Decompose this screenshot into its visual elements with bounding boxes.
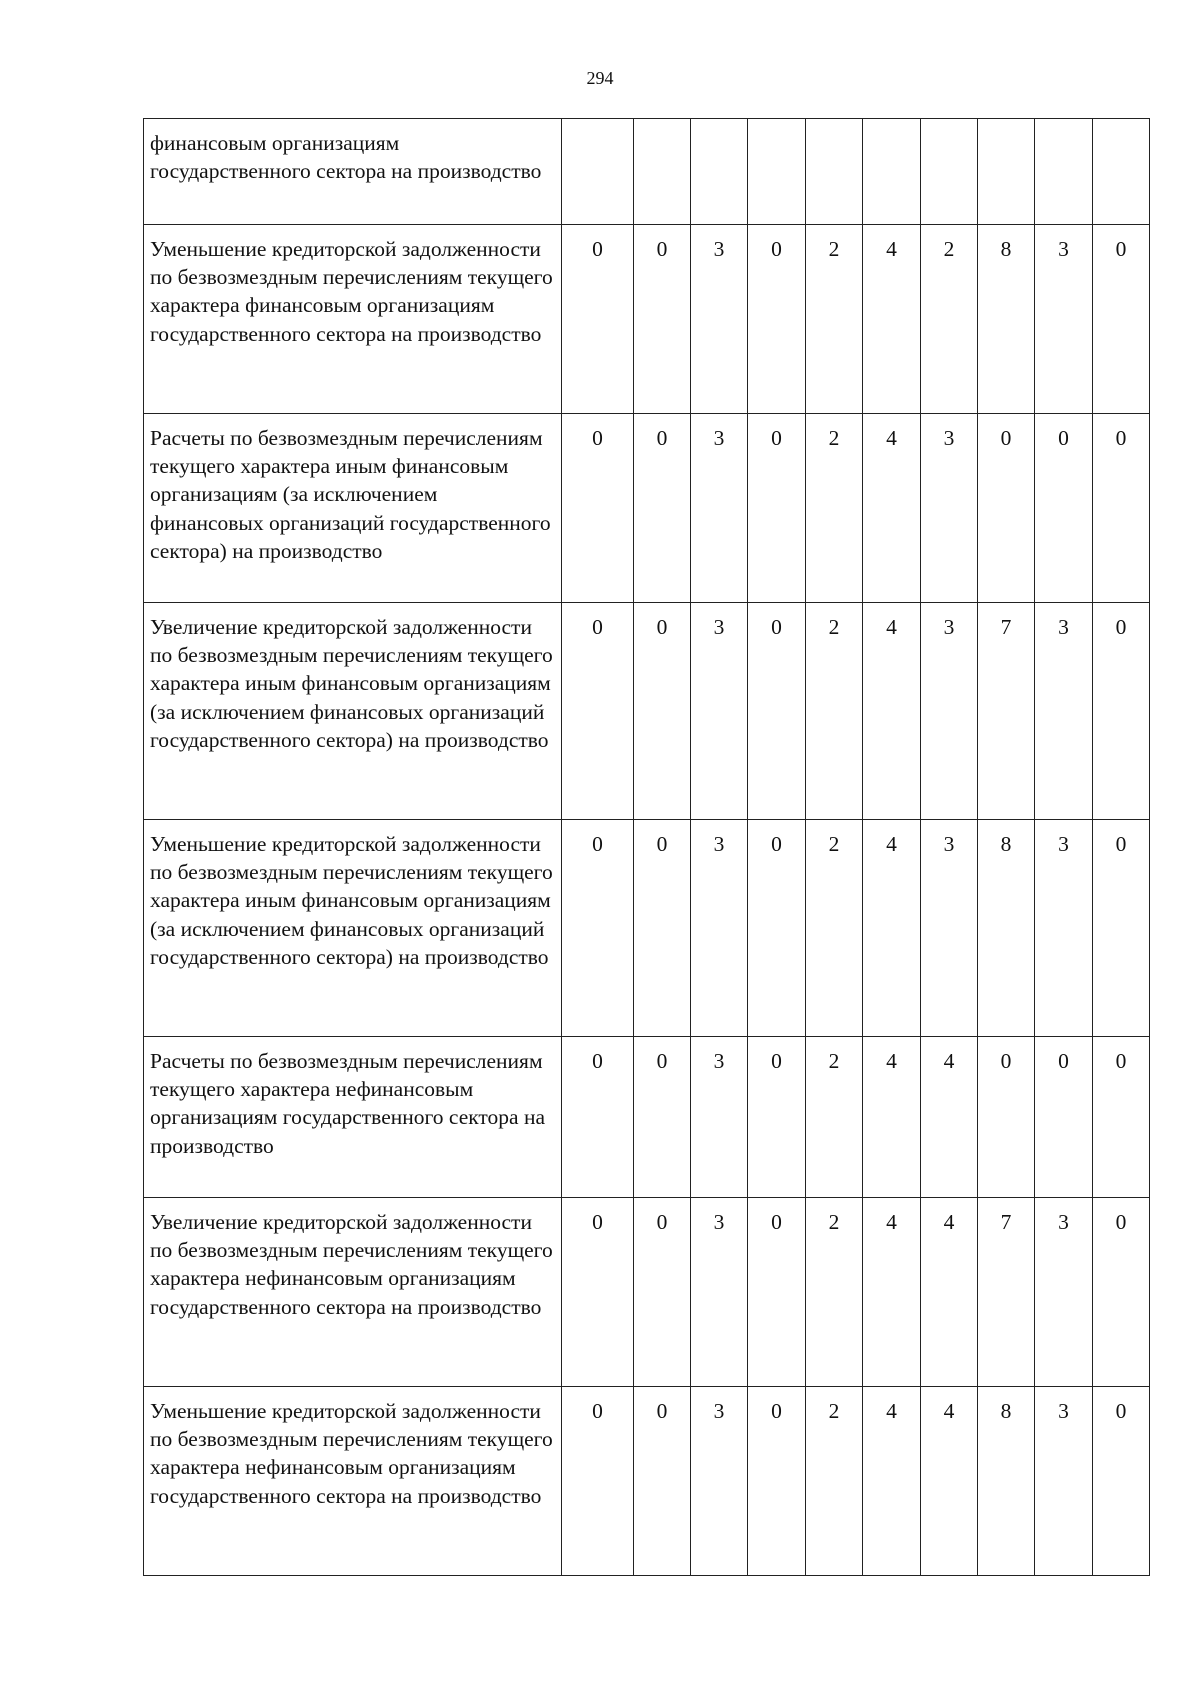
- code-digit-9: 3: [1035, 1387, 1093, 1576]
- code-digit-5: 2: [806, 820, 863, 1037]
- code-digit-2: 0: [634, 820, 691, 1037]
- classification-table: [143, 118, 1150, 1576]
- code-digit-3: 3: [691, 225, 748, 414]
- code-digit-10: [1093, 119, 1150, 225]
- code-digit-4: 0: [748, 1198, 806, 1387]
- code-digit-10: 0: [1093, 1198, 1150, 1387]
- code-digit-1: 0: [562, 414, 634, 603]
- code-digit-8: [978, 119, 1035, 225]
- code-digit-2: 0: [634, 225, 691, 414]
- code-digit-9: [1035, 119, 1093, 225]
- code-digit-6: 4: [863, 603, 921, 820]
- code-digit-8: 8: [978, 1387, 1035, 1576]
- table-row: [144, 1387, 1150, 1576]
- code-digit-8: 8: [978, 225, 1035, 414]
- code-digit-2: 0: [634, 1198, 691, 1387]
- table-row: [144, 1198, 1150, 1387]
- row-description: Расчеты по безвозмездным перечислениям текущего характера нефинансовым организациям государственного сектора на производство: [144, 1037, 562, 1198]
- table-row: [144, 1037, 1150, 1198]
- code-digit-9: 3: [1035, 820, 1093, 1037]
- code-digit-9: 0: [1035, 1037, 1093, 1198]
- code-digit-5: 2: [806, 1037, 863, 1198]
- code-digit-2: 0: [634, 1037, 691, 1198]
- code-digit-9: 0: [1035, 414, 1093, 603]
- code-digit-10: 0: [1093, 414, 1150, 603]
- code-digit-5: 2: [806, 225, 863, 414]
- code-digit-7: 3: [921, 414, 978, 603]
- code-digit-10: 0: [1093, 603, 1150, 820]
- table-body: [144, 119, 1150, 1576]
- row-description: Уменьшение кредиторской задолженности по безвозмездным перечислениям текущего характера финансовым организациям государственного сектора на производство: [144, 225, 562, 414]
- code-digit-6: 4: [863, 1198, 921, 1387]
- code-digit-3: 3: [691, 1037, 748, 1198]
- code-digit-4: 0: [748, 603, 806, 820]
- code-digit-9: 3: [1035, 603, 1093, 820]
- row-description: финансовым организациям государственного сектора на производство: [144, 119, 562, 225]
- code-digit-8: 7: [978, 603, 1035, 820]
- code-digit-3: [691, 119, 748, 225]
- code-digit-6: 4: [863, 225, 921, 414]
- code-digit-7: 4: [921, 1037, 978, 1198]
- code-digit-2: [634, 119, 691, 225]
- table-row: [144, 820, 1150, 1037]
- code-digit-7: [921, 119, 978, 225]
- code-digit-7: 2: [921, 225, 978, 414]
- code-digit-8: 0: [978, 414, 1035, 603]
- row-description: Уменьшение кредиторской задолженности по безвозмездным перечислениям текущего характера иным финансовым организациям (за исключением финансовых организаций государственного сектора) на производство: [144, 820, 562, 1037]
- code-digit-1: 0: [562, 820, 634, 1037]
- code-digit-10: 0: [1093, 820, 1150, 1037]
- row-description: Расчеты по безвозмездным перечислениям текущего характера иным финансовым организациям (за исключением финансовых организаций государственного сектора) на производство: [144, 414, 562, 603]
- page-number: 294: [586, 68, 614, 88]
- code-digit-1: 0: [562, 225, 634, 414]
- code-digit-3: 3: [691, 820, 748, 1037]
- code-digit-7: 4: [921, 1198, 978, 1387]
- code-digit-9: 3: [1035, 1198, 1093, 1387]
- code-digit-5: [806, 119, 863, 225]
- code-digit-6: 4: [863, 820, 921, 1037]
- code-digit-6: 4: [863, 1387, 921, 1576]
- code-digit-5: 2: [806, 1198, 863, 1387]
- code-digit-1: 0: [562, 1037, 634, 1198]
- table-row: [144, 603, 1150, 820]
- code-digit-10: 0: [1093, 1037, 1150, 1198]
- code-digit-5: 2: [806, 1387, 863, 1576]
- code-digit-4: 0: [748, 414, 806, 603]
- table-row: [144, 414, 1150, 603]
- table-row: [144, 225, 1150, 414]
- code-digit-6: 4: [863, 1037, 921, 1198]
- code-digit-3: 3: [691, 603, 748, 820]
- table-row: [144, 119, 1150, 225]
- code-digit-3: 3: [691, 1387, 748, 1576]
- code-digit-8: 8: [978, 820, 1035, 1037]
- code-digit-5: 2: [806, 414, 863, 603]
- code-digit-4: 0: [748, 1037, 806, 1198]
- row-description: Уменьшение кредиторской задолженности по безвозмездным перечислениям текущего характера нефинансовым организациям государственного сектора на производство: [144, 1387, 562, 1576]
- code-digit-7: 3: [921, 603, 978, 820]
- code-digit-6: 4: [863, 414, 921, 603]
- code-digit-4: 0: [748, 225, 806, 414]
- code-digit-1: 0: [562, 1387, 634, 1576]
- code-digit-8: 7: [978, 1198, 1035, 1387]
- code-digit-7: 4: [921, 1387, 978, 1576]
- code-digit-9: 3: [1035, 225, 1093, 414]
- code-digit-1: [562, 119, 634, 225]
- row-description: Увеличение кредиторской задолженности по безвозмездным перечислениям текущего характера иным финансовым организациям (за исключением финансовых организаций государственного сектора) на производство: [144, 603, 562, 820]
- code-digit-3: 3: [691, 1198, 748, 1387]
- code-digit-7: 3: [921, 820, 978, 1037]
- code-digit-5: 2: [806, 603, 863, 820]
- code-digit-10: 0: [1093, 225, 1150, 414]
- row-description: Увеличение кредиторской задолженности по безвозмездным перечислениям текущего характера нефинансовым организациям государственного сектора на производство: [144, 1198, 562, 1387]
- code-digit-2: 0: [634, 1387, 691, 1576]
- code-digit-2: 0: [634, 414, 691, 603]
- code-digit-2: 0: [634, 603, 691, 820]
- code-digit-1: 0: [562, 1198, 634, 1387]
- code-digit-3: 3: [691, 414, 748, 603]
- code-digit-4: 0: [748, 820, 806, 1037]
- code-digit-1: 0: [562, 603, 634, 820]
- code-digit-10: 0: [1093, 1387, 1150, 1576]
- code-digit-8: 0: [978, 1037, 1035, 1198]
- code-digit-6: [863, 119, 921, 225]
- code-digit-4: [748, 119, 806, 225]
- code-digit-4: 0: [748, 1387, 806, 1576]
